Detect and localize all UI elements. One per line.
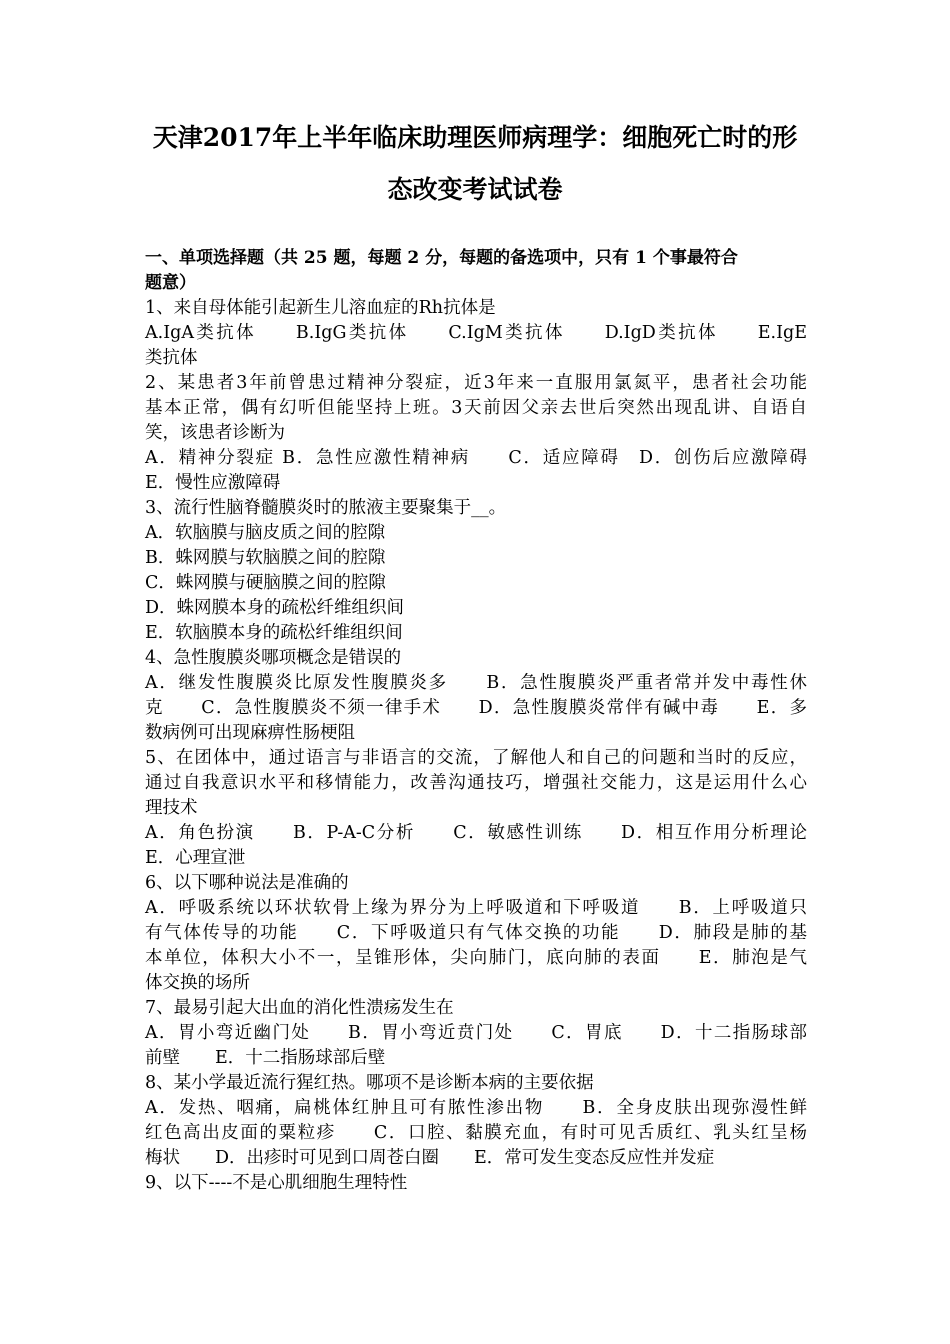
answer-options: A．继发性腹膜炎比原发性腹膜炎多 B．急性腹膜炎严重者常并发中毒性休 — [145, 673, 807, 693]
answer-option: D．蛛网膜本身的疏松纤维组织间 — [145, 598, 405, 618]
answer-options: A．角色扮演 B．P-A-C分析 C．敏感性训练 D．相互作用分析理论 — [145, 823, 807, 843]
question-stem: 2、某患者3年前曾患过精神分裂症，近3年来一直服用氯氮平，患者社会功能 — [145, 373, 807, 393]
section-heading-line-1: 一、单项选择题（共 25 题，每题 2 分，每题的备选项中，只有 1 个事最符合 — [145, 248, 738, 268]
answer-options: 前壁 E．十二指肠球部后壁 — [145, 1048, 386, 1068]
question-stem: 1、来自母体能引起新生儿溶血症的Rh抗体是 — [145, 298, 496, 318]
answer-options: 梅状 D．出疹时可见到口周苍白圈 E．常可发生变态反应性并发症 — [145, 1148, 715, 1168]
section-heading-line-2: 题意） — [145, 273, 196, 293]
question-stem: 9、以下----不是心肌细胞生理特性 — [145, 1173, 408, 1193]
answer-options: A.IgA类抗体 B.IgG类抗体 C.IgM类抗体 D.IgD类抗体 E.IgE — [145, 323, 807, 343]
question-list — [145, 296, 807, 1196]
title-line-2: 态改变考试试卷 — [387, 175, 563, 204]
answer-options: 红色高出皮面的粟粒疹 C．口腔、黏膜充血，有时可见舌质红、乳头红呈杨 — [145, 1123, 807, 1143]
answer-options: 体交换的场所 — [145, 973, 250, 993]
question-stem: 理技术 — [145, 798, 198, 818]
answer-option: A．软脑膜与脑皮质之间的腔隙 — [145, 523, 386, 543]
answer-option: B．蛛网膜与软脑膜之间的腔隙 — [145, 548, 386, 568]
question-stem: 笑，该患者诊断为 — [145, 423, 285, 443]
answer-options: 类抗体 — [145, 348, 198, 368]
answer-options: E．心理宣泄 — [145, 848, 246, 868]
title-line-1: 天津2017年上半年临床助理医师病理学：细胞死亡时的形 — [152, 123, 798, 152]
answer-option: C．蛛网膜与硬脑膜之间的腔隙 — [145, 573, 386, 593]
question-stem: 基本正常，偶有幻听但能坚持上班。3天前因父亲去世后突然出现乱讲、自语自 — [145, 398, 807, 418]
question-stem: 通过自我意识水平和移情能力，改善沟通技巧，增强社交能力，这是运用什么心 — [145, 773, 807, 793]
answer-options: 有气体传导的功能 C．下呼吸道只有气体交换的功能 D．肺段是肺的基 — [145, 923, 807, 943]
answer-options: A．胃小弯近幽门处 B．胃小弯近贲门处 C．胃底 D．十二指肠球部 — [145, 1023, 807, 1043]
question-stem: 4、急性腹膜炎哪项概念是错误的 — [145, 648, 402, 668]
question-stem: 6、以下哪种说法是准确的 — [145, 873, 349, 893]
answer-options: A．呼吸系统以环状软骨上缘为界分为上呼吸道和下呼吸道 B．上呼吸道只 — [145, 898, 807, 918]
answer-options: 数病例可出现麻痹性肠梗阻 — [145, 723, 355, 743]
document-body — [145, 246, 807, 1196]
answer-options: 本单位，体积大小不一，呈锥形体，尖向肺门，底向肺的表面 E．肺泡是气 — [145, 948, 807, 968]
answer-options: A．精神分裂症 B．急性应激性精神病 C．适应障碍 D．创伤后应激障碍 — [145, 448, 807, 468]
question-stem: 7、最易引起大出血的消化性溃疡发生在 — [145, 998, 454, 1018]
answer-options: 克 C．急性腹膜炎不须一律手术 D．急性腹膜炎常伴有碱中毒 E．多 — [145, 698, 807, 718]
answer-option: E．软脑膜本身的疏松纤维组织间 — [145, 623, 403, 643]
question-stem: 5、在团体中，通过语言与非语言的交流，了解他人和自己的问题和当时的反应， — [145, 748, 807, 768]
question-stem: 8、某小学最近流行猩红热。哪项不是诊断本病的主要依据 — [145, 1073, 594, 1093]
answer-options: E．慢性应激障碍 — [145, 473, 281, 493]
answer-options: A．发热、咽痛，扁桃体红肿且可有脓性渗出物 B．全身皮肤出现弥漫性鲜 — [145, 1098, 807, 1118]
section-heading — [145, 246, 807, 296]
question-stem: 3、流行性脑脊髓膜炎时的脓液主要聚集于__。 — [145, 498, 507, 518]
document-title — [130, 112, 820, 216]
